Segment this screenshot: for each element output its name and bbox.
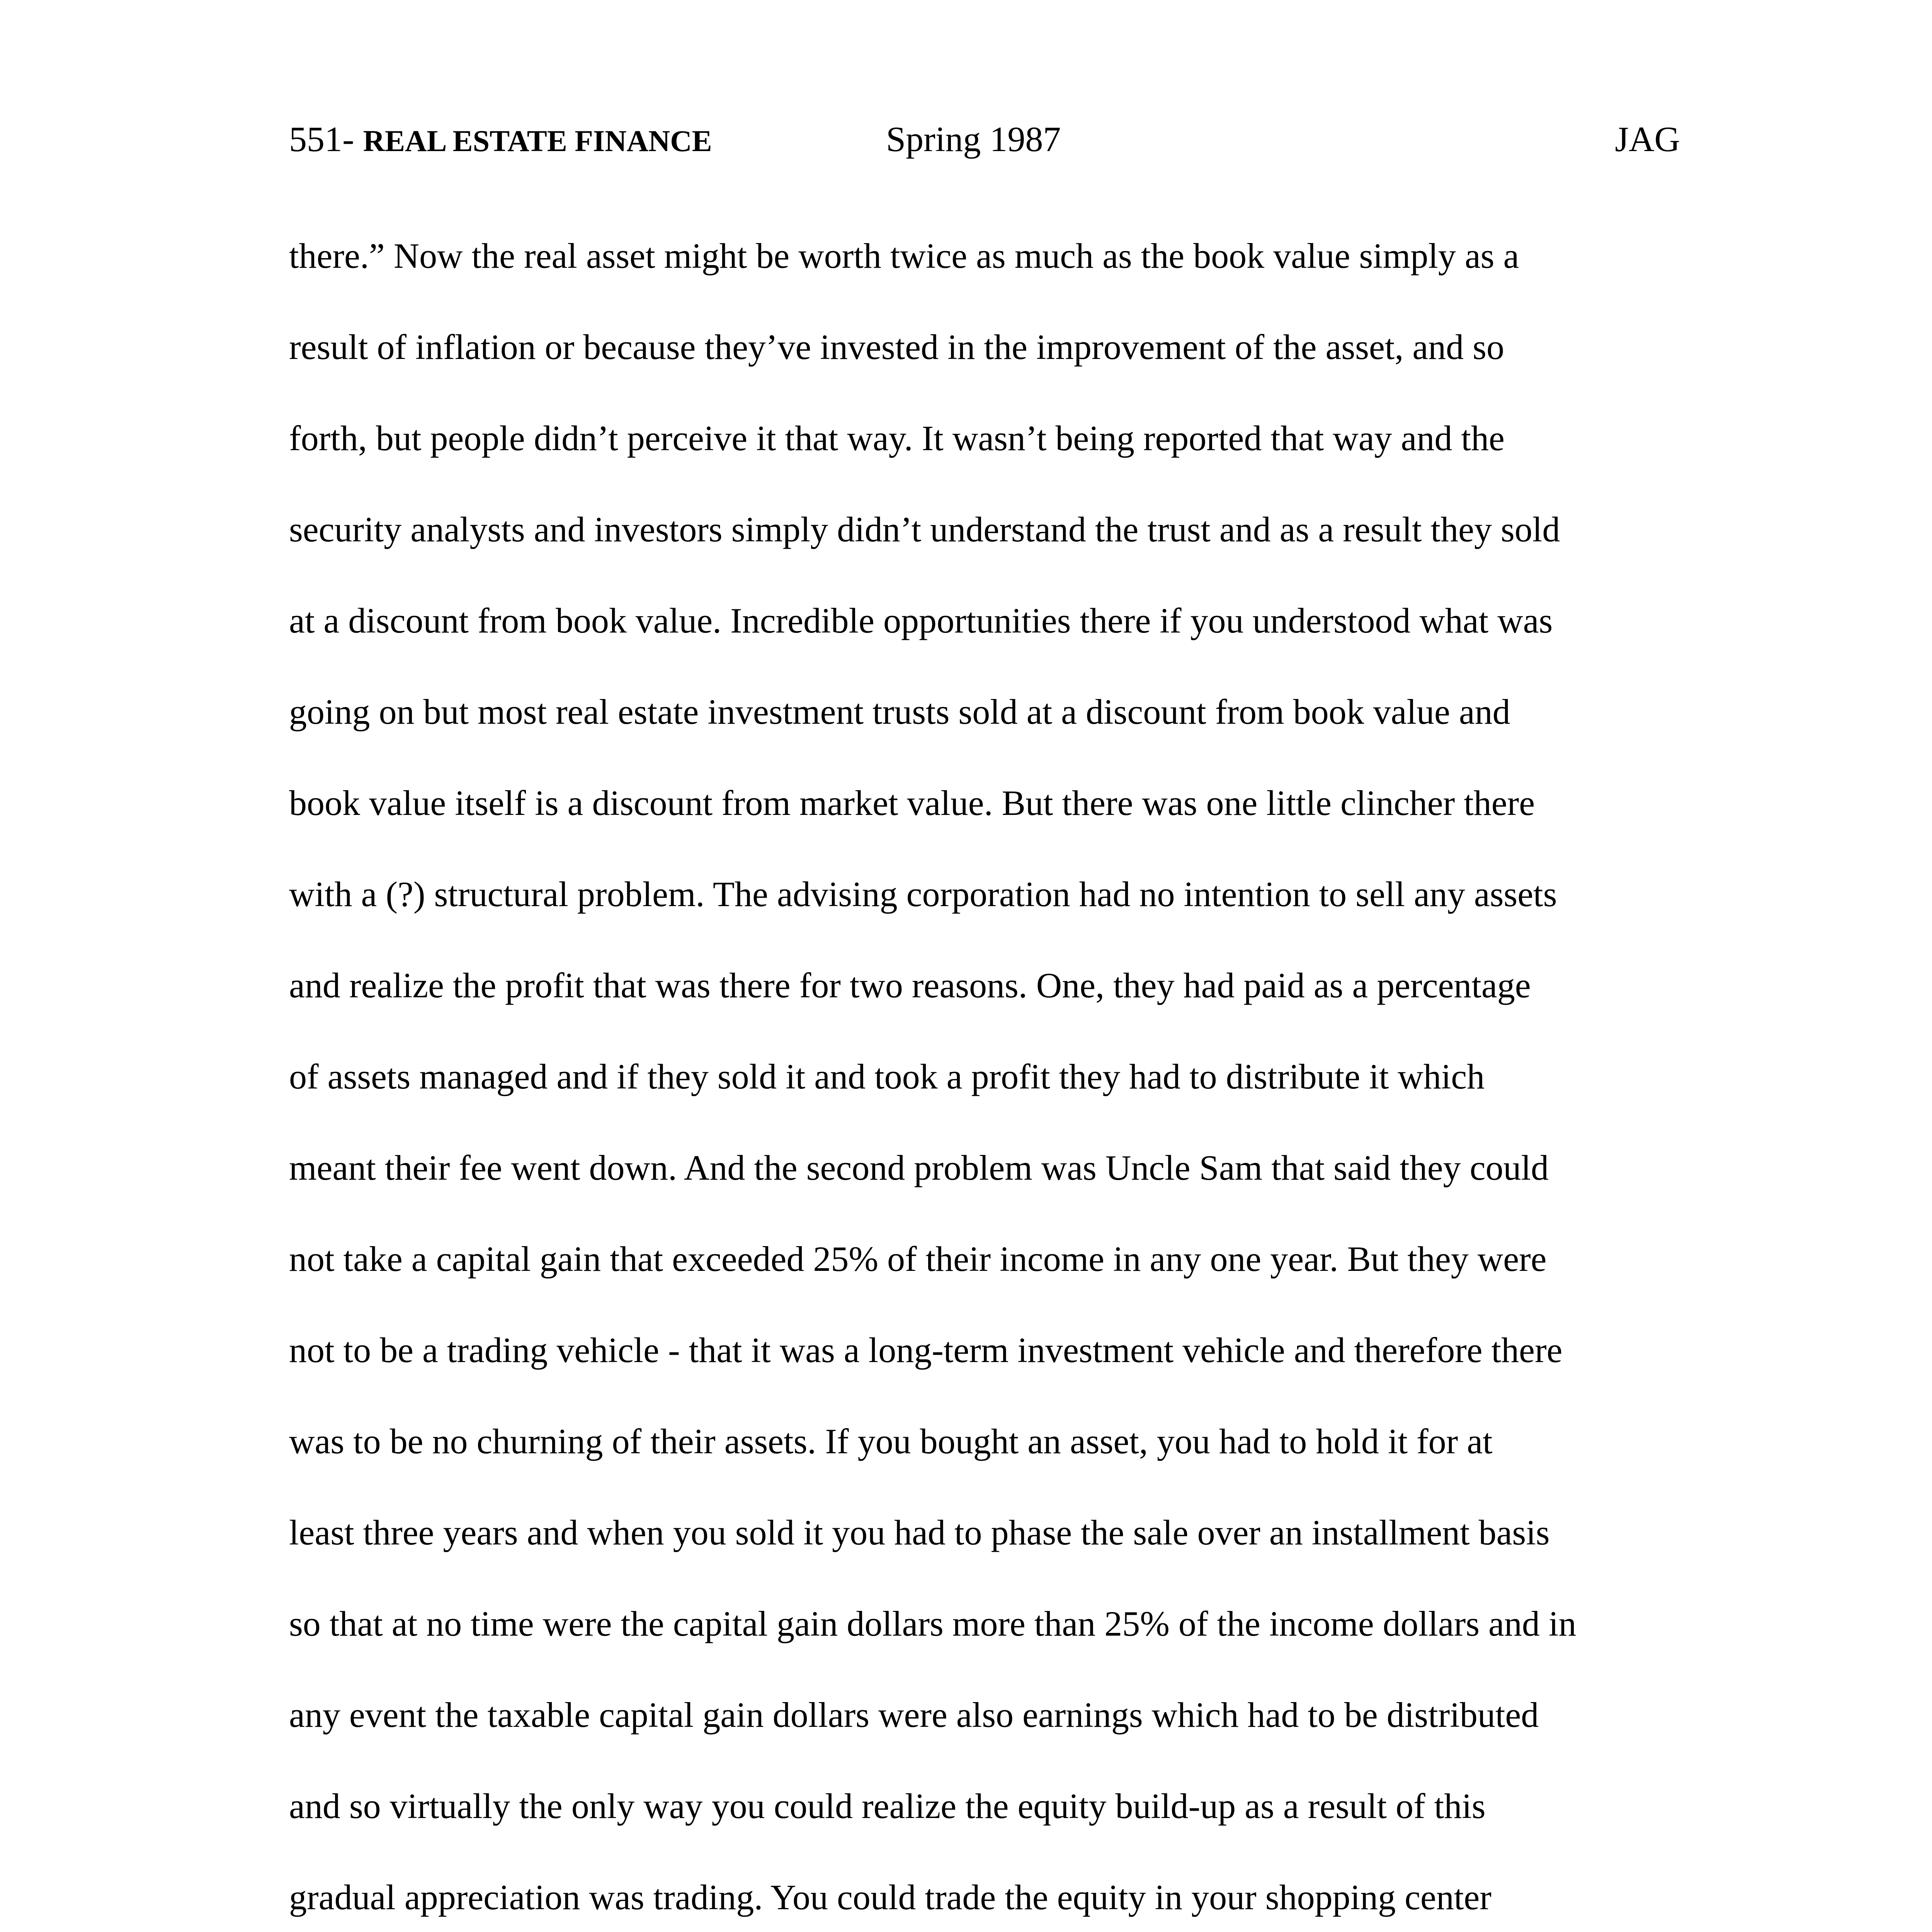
author-initials: JAG bbox=[1615, 119, 1680, 159]
course-number: 551- bbox=[289, 119, 363, 159]
text-line: and realize the profit that was there for two reasons. One, they had paid as a percentage bbox=[289, 966, 1531, 1005]
text-line: going on but most real estate investment trusts sold at a discount from book value and bbox=[289, 692, 1510, 731]
text-line: gradual appreciation was trading. You could trade the equity in your shopping center bbox=[289, 1878, 1492, 1917]
text-line: meant their fee went down. And the second problem was Uncle Sam that said they could bbox=[289, 1148, 1549, 1187]
text-line: forth, but people didn’t perceive it that way. It wasn’t being reported that way and the bbox=[289, 418, 1505, 458]
text-line: security analysts and investors simply didn’t understand the trust and as a result they sold bbox=[289, 510, 1560, 549]
text-line: was to be no churning of their assets. If you bought an asset, you had to hold it for at bbox=[289, 1422, 1493, 1461]
text-line: of assets managed and if they sold it and took a profit they had to distribute it which bbox=[289, 1057, 1485, 1096]
text-line: there.” Now the real asset might be worth twice as much as the book value simply as a bbox=[289, 236, 1519, 276]
text-line: least three years and when you sold it you had to phase the sale over an installment basis bbox=[289, 1513, 1550, 1552]
text-line: at a discount from book value. Incredible opportunities there if you understood what was bbox=[289, 601, 1553, 640]
term-label: Spring 1987 bbox=[886, 119, 1061, 159]
text-line: any event the taxable capital gain dollars were also earnings which had to be distributed bbox=[289, 1695, 1539, 1735]
transcript-body bbox=[289, 229, 1680, 1932]
text-line: with a (?) structural problem. The advising corporation had no intention to sell any assets bbox=[289, 874, 1557, 914]
text-line: not take a capital gain that exceeded 25% of their income in any one year. But they were bbox=[289, 1239, 1547, 1279]
text-line: book value itself is a discount from market value. But there was one little clincher there bbox=[289, 783, 1535, 823]
text-line: and so virtually the only way you could realize the equity build-up as a result of this bbox=[289, 1786, 1486, 1826]
course-heading bbox=[289, 112, 712, 168]
course-title: REAL ESTATE FINANCE bbox=[363, 124, 712, 158]
text-line: so that at no time were the capital gain dollars more than 25% of the income dollars and in bbox=[289, 1604, 1577, 1643]
text-line: not to be a trading vehicle - that it was a long-term investment vehicle and therefore there bbox=[289, 1330, 1563, 1370]
text-line: result of inflation or because they’ve invested in the improvement of the asset, and so bbox=[289, 327, 1504, 367]
page-header bbox=[289, 112, 1680, 166]
